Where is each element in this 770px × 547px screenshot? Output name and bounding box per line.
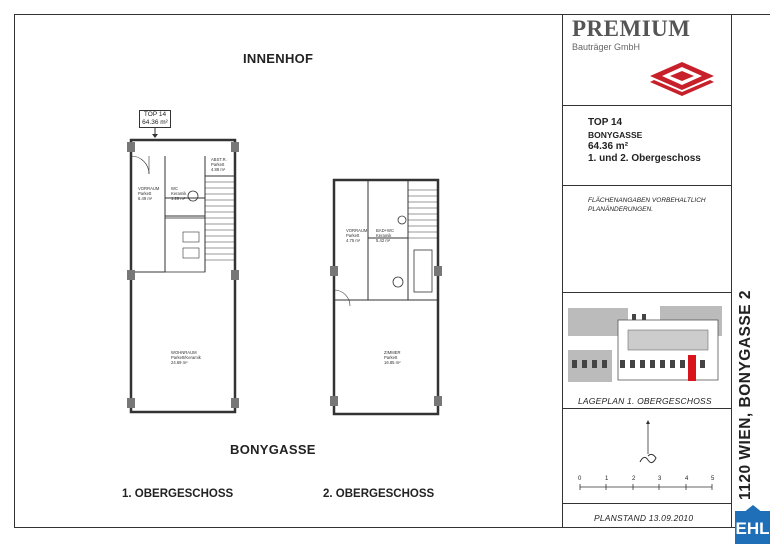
sidebar-divider bbox=[562, 14, 563, 528]
unit-tag-area: 64.36 m² bbox=[142, 119, 168, 126]
scale-tick-4: 4 bbox=[685, 476, 689, 482]
scale-tick-5: 5 bbox=[711, 476, 715, 482]
floor-plan-1 bbox=[125, 136, 245, 420]
divider-brand bbox=[562, 105, 731, 106]
scale-tick-2: 2 bbox=[632, 476, 636, 482]
room-label-vorraum-2: VORRAUM Parkett 4.75 m² bbox=[346, 228, 368, 243]
unit-street: BONYGASSE bbox=[588, 130, 643, 140]
divider-notes bbox=[562, 292, 731, 293]
unit-tag-top: TOP 14 bbox=[143, 111, 167, 118]
floor-plan-2 bbox=[328, 170, 448, 420]
ehl-logo: EHL bbox=[735, 511, 770, 544]
address-strip-divider bbox=[731, 14, 732, 528]
scale-tick-3: 3 bbox=[658, 476, 662, 482]
premium-logo-icon bbox=[640, 58, 724, 98]
room-label-abstr: ABST.R. Parkett 4.88 m² bbox=[211, 157, 227, 172]
street-heading: BONYGASSE bbox=[230, 442, 316, 457]
unit-floors: 1. und 2. Obergeschoss bbox=[588, 153, 701, 164]
plan-date: PLANSTAND 13.09.2010 bbox=[594, 513, 694, 523]
unit-area: 64.36 m² bbox=[588, 141, 629, 152]
room-label-wc: WC Keramik 1.28 m² bbox=[171, 186, 187, 201]
scale-bar bbox=[578, 484, 718, 490]
divider-info bbox=[562, 185, 731, 186]
courtyard-heading: INNENHOF bbox=[243, 51, 314, 66]
floor2-label: 2. OBERGESCHOSS bbox=[323, 488, 435, 500]
site-plan-map bbox=[568, 300, 726, 390]
brand-name: PREMIUM bbox=[572, 16, 691, 41]
unit-tag bbox=[139, 110, 171, 128]
room-label-vorraum-1: VORRAUM Parkett 6.49 m² bbox=[138, 186, 160, 201]
ehl-roof-icon bbox=[743, 505, 763, 513]
disclaimer: FLÄCHENANGABEN VORBEHALTLICH PLANÄNDERUNGEN. bbox=[588, 197, 706, 213]
unit-top: TOP 14 bbox=[588, 117, 623, 128]
scale-tick-1: 1 bbox=[605, 476, 609, 482]
scale-tick-0: 0 bbox=[578, 476, 582, 482]
room-label-zimmer: ZIMMER Parkett 16.85 m² bbox=[384, 350, 401, 365]
north-arrow-icon bbox=[630, 420, 664, 472]
floor1-label: 1. OBERGESCHOSS bbox=[122, 488, 234, 500]
unit-info bbox=[588, 117, 701, 165]
address-vertical: 1120 WIEN, BONYGASSE 2 bbox=[737, 290, 754, 500]
divider-siteplan bbox=[562, 408, 731, 409]
site-plan-caption: LAGEPLAN 1. OBERGESCHOSS bbox=[578, 396, 712, 406]
unit-location-marker bbox=[688, 355, 696, 381]
divider-scale bbox=[562, 503, 731, 504]
room-label-wohnraum: WOHNRAUM Parkett/Keramik 24.69 m² bbox=[171, 350, 201, 365]
brand-subtitle: Bauträger GmbH bbox=[572, 42, 641, 52]
room-label-badwc: BAD+WC Keramik 5.42 m² bbox=[376, 228, 395, 243]
